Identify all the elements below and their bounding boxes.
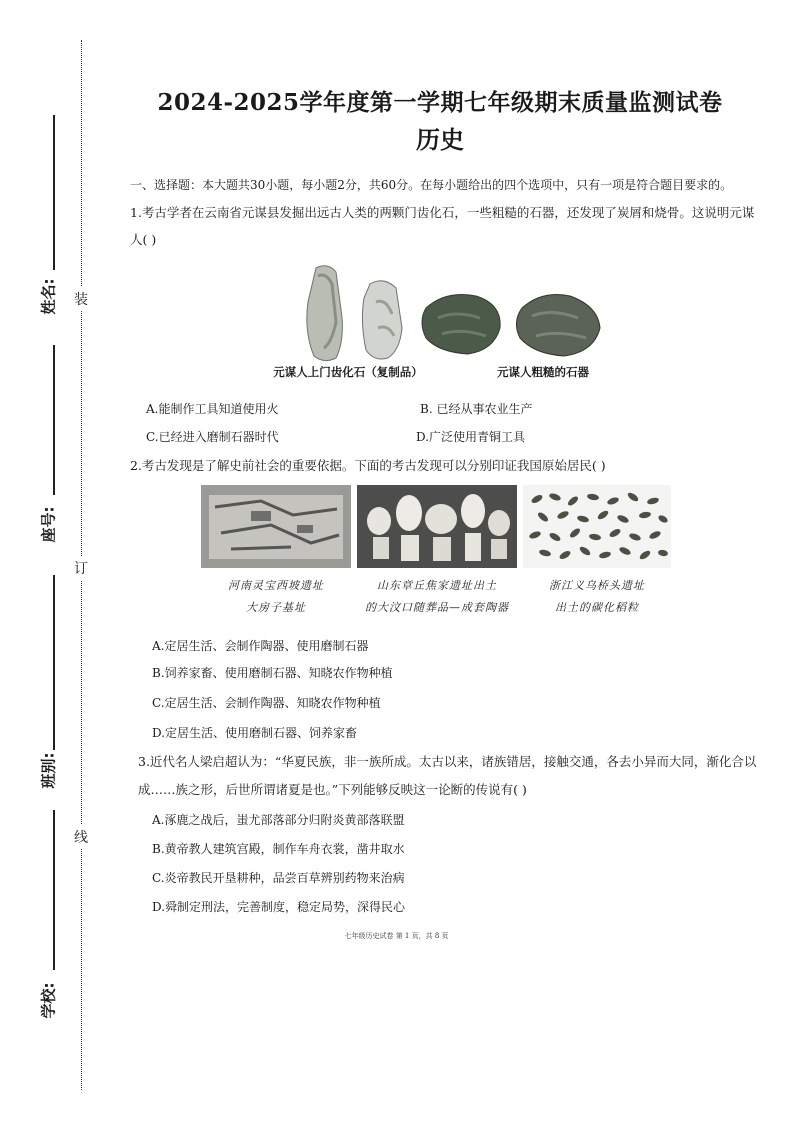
q2-caption1-line1: 河南灵宝西坡遗址: [228, 579, 324, 592]
q1-stem-line1: 1.考古学者在云南省元谋县发掘出远古人类的两颗门齿化石，一些粗糙的石器，还发现了炭屑和烧骨。这说明元谋: [130, 205, 755, 220]
binding-mark-zhuang: 装: [74, 287, 88, 311]
q3-stem-line1: 3.近代名人梁启超认为：“华夏民族，非一族所成。太古以来，诸族错居，接触交通，各去小异而大同，渐化合以: [138, 754, 757, 769]
binding-mark-ding: 订: [74, 556, 88, 580]
q2-option-a[interactable]: A.定居生活、会制作陶器、使用磨制石器: [152, 639, 369, 653]
carbonized-rice-image: [523, 485, 671, 568]
q1-caption-stone-tools: 元谋人粗糙的石器: [497, 365, 589, 379]
page-footer: 七年级历史试卷 第 1 页，共 8 页: [344, 932, 449, 940]
subject-title: 历史: [416, 125, 464, 154]
q2-option-c[interactable]: C.定居生活、会制作陶器、知晓农作物种植: [152, 696, 381, 710]
class-label: 班别:: [39, 752, 58, 789]
school-label: 学校:: [39, 982, 58, 1019]
q1-option-b[interactable]: B. 已经从事农业生产: [420, 402, 533, 416]
q2-caption3-line1: 浙江义乌桥头遗址: [549, 579, 645, 592]
seat-blank-line-top: [53, 345, 55, 495]
q2-caption1-line2: 大房子基址: [246, 601, 306, 614]
binding-mark-xian: 线: [74, 825, 88, 849]
q2-option-b[interactable]: B.饲养家畜、使用磨制石器、知晓农作物种植: [152, 666, 393, 680]
q1-option-a[interactable]: A.能制作工具知道使用火: [146, 402, 279, 416]
q1-option-c[interactable]: C.已经进入磨制石器时代: [146, 430, 279, 444]
name-blank-line: [53, 115, 55, 270]
section-instruction: 一、选择题：本大题共30小题，每小题2分，共60分。在每小题给出的四个选项中，只有一项是符合题目要求的。: [130, 178, 733, 192]
name-label: 姓名:: [39, 278, 58, 315]
school-blank-line: [53, 810, 55, 970]
q1-stem-line2: 人( ): [130, 232, 157, 247]
xipo-site-image: [201, 485, 351, 568]
q1-caption-teeth: 元谋人上门齿化石（复制品）: [273, 365, 423, 379]
q3-option-d[interactable]: D.舜制定刑法，完善制度，稳定局势，深得民心: [152, 900, 406, 914]
q3-option-c[interactable]: C.炎帝教民开垦耕种，品尝百草辨别药物来治病: [152, 871, 405, 885]
q3-option-a[interactable]: A.涿鹿之战后，蚩尤部落部分归附炎黄部落联盟: [152, 813, 405, 827]
q1-option-d[interactable]: D.广泛使用青铜工具: [416, 430, 526, 444]
q2-option-d[interactable]: D.定居生活、使用磨制石器、饲养家畜: [152, 726, 358, 740]
q2-caption2-line1: 山东章丘焦家遗址出土: [377, 579, 497, 592]
dawenkou-pottery-image: [357, 485, 517, 568]
q3-option-b[interactable]: B.黄帝教人建筑宫殿，制作车舟衣裳，凿井取水: [152, 842, 405, 856]
q2-stem: 2.考古发现是了解史前社会的重要依据。下面的考古发现可以分别印证我国原始居民( ): [130, 458, 606, 473]
q2-caption3-line2: 出土的碳化稻粒: [555, 601, 639, 614]
q2-caption2-line2: 的大汶口随葬品—成套陶器: [365, 601, 509, 614]
exam-title: 2024-2025学年度第一学期七年级期末质量监测试卷: [157, 89, 723, 116]
seat-label: 座号:: [39, 506, 58, 543]
yuanmou-artifacts-image: [296, 262, 616, 364]
binding-margin: [0, 0, 100, 1123]
class-blank-line: [53, 575, 55, 750]
q3-stem-line2: 成……族之形，后世所谓诸夏是也。”下列能够反映这一论断的传说有( ): [138, 782, 527, 797]
